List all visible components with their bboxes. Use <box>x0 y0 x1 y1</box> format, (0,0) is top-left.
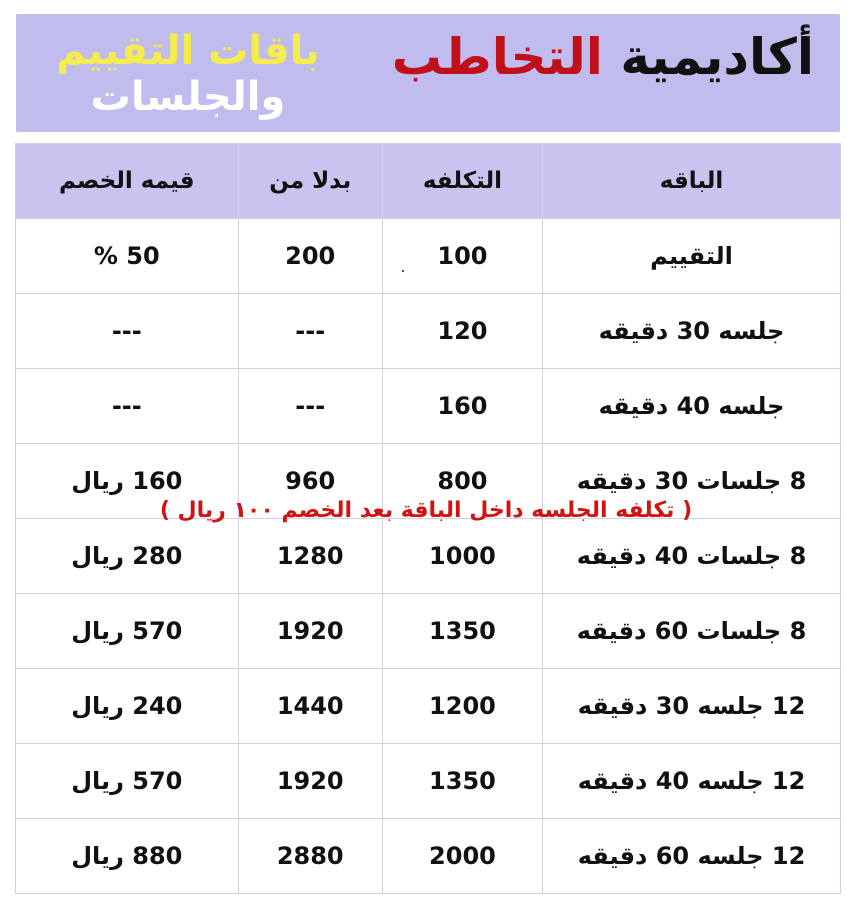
cell-package: جلسه 40 دقيقه <box>543 369 841 444</box>
cell-package: 12 جلسه 60 دقيقه <box>543 819 841 894</box>
cell-package: 8 جلسات 30 دقيقه <box>543 444 841 519</box>
cell-package: 8 جلسات 40 دقيقه <box>543 519 841 594</box>
cell-instead-of: 2880 <box>238 819 382 894</box>
cell-discount: 240 ريال <box>16 669 239 744</box>
package-note: ( تكلفه الجلسه داخل الباقة بعد الخصم ١٠٠ ريال ) <box>159 498 693 523</box>
table-row <box>16 294 841 369</box>
cell-discount: 50 % <box>16 219 239 294</box>
table-row <box>16 744 841 819</box>
table-row <box>16 594 841 669</box>
page-subtitle <box>38 28 338 120</box>
cell-discount: 880 ريال <box>16 819 239 894</box>
cell-instead-of: 960 <box>238 444 382 519</box>
cell-package: جلسه 30 دقيقه <box>543 294 841 369</box>
cell-instead-of: --- <box>238 294 382 369</box>
cell-discount: --- <box>16 294 239 369</box>
header-instead-of: بدلا من <box>238 144 382 219</box>
cell-discount: 160 ريال <box>16 444 239 519</box>
subtitle-line-1: باقات التقييم <box>56 28 320 74</box>
cell-instead-of: 1280 <box>238 519 382 594</box>
title-speech: التخاطب <box>391 28 603 86</box>
header-cost: التكلفه <box>382 144 542 219</box>
cell-cost: 1350 <box>382 594 542 669</box>
cell-cost: 160 <box>382 369 542 444</box>
cell-package: التقييم <box>543 219 841 294</box>
title-academy: أكاديمية <box>620 28 814 86</box>
table-row <box>16 369 841 444</box>
cell-discount: 280 ريال <box>16 519 239 594</box>
table-row <box>16 219 841 294</box>
cell-instead-of: 1920 <box>238 744 382 819</box>
cell-cost: 2000 <box>382 819 542 894</box>
cell-cost: 1000 <box>382 519 542 594</box>
header-discount: قيمه الخصم <box>16 144 239 219</box>
cell-package: 12 جلسه 30 دقيقه <box>543 669 841 744</box>
cell-cost: 120 <box>382 294 542 369</box>
cell-instead-of: 1440 <box>238 669 382 744</box>
table-row <box>16 819 841 894</box>
stray-dot <box>402 270 404 272</box>
cell-package: 8 جلسات 60 دقيقه <box>543 594 841 669</box>
cell-cost: 100 <box>382 219 542 294</box>
table-row <box>16 669 841 744</box>
cell-instead-of: --- <box>238 369 382 444</box>
table-header-row <box>16 144 841 219</box>
header-package: الباقه <box>543 144 841 219</box>
page-title <box>392 20 814 95</box>
title-banner <box>16 14 840 132</box>
cell-cost: 800 <box>382 444 542 519</box>
cell-discount: --- <box>16 369 239 444</box>
cell-instead-of: 200 <box>238 219 382 294</box>
cell-cost: 1200 <box>382 669 542 744</box>
subtitle-line-2: والجلسات <box>90 74 286 120</box>
table-row <box>16 519 841 594</box>
cell-discount: 570 ريال <box>16 594 239 669</box>
cell-instead-of: 1920 <box>238 594 382 669</box>
cell-cost: 1350 <box>382 744 542 819</box>
cell-discount: 570 ريال <box>16 744 239 819</box>
cell-package: 12 جلسه 40 دقيقه <box>543 744 841 819</box>
